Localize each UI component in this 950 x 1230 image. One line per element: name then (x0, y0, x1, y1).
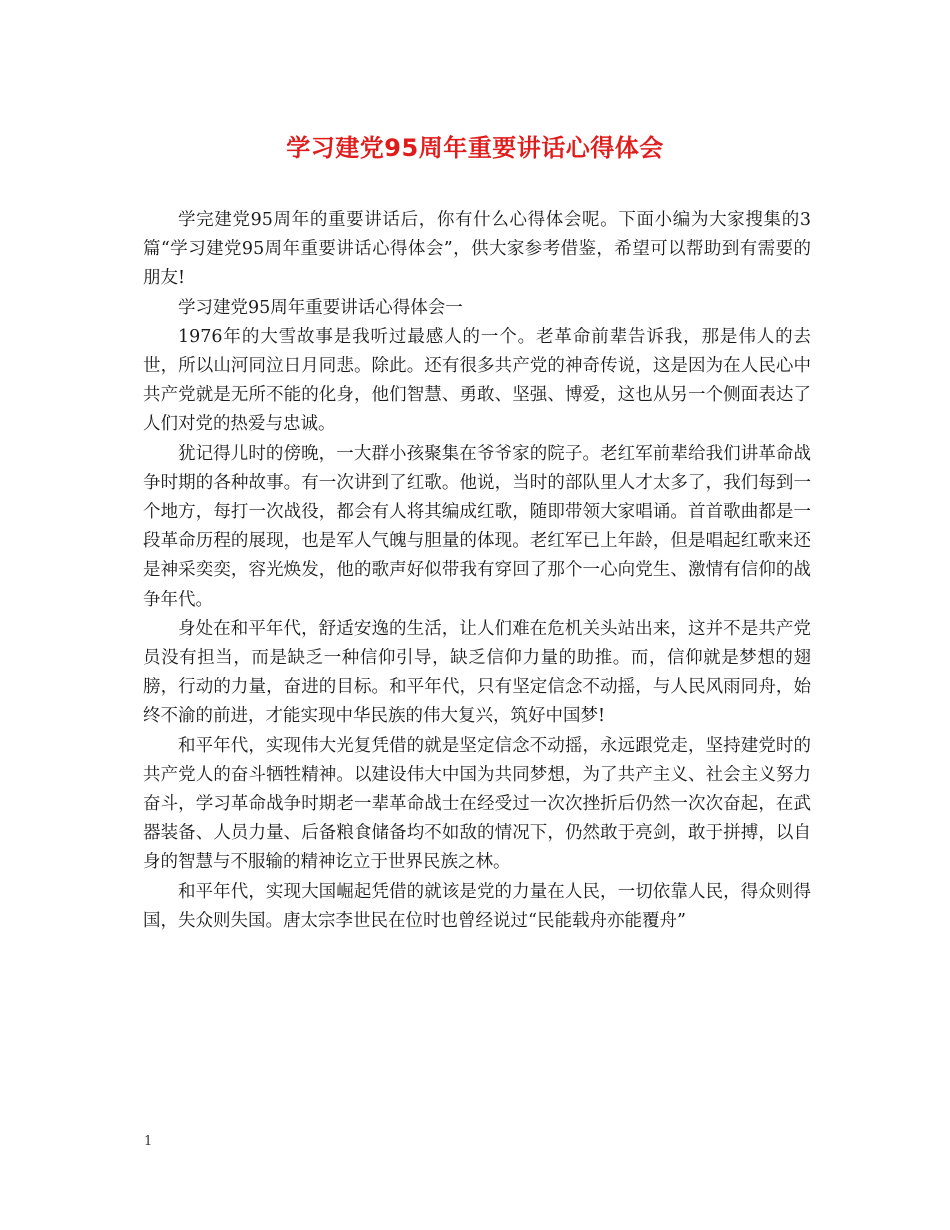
body-paragraph: 和平年代，实现大国崛起凭借的就该是党的力量在人民，一切依靠人民，得众则得国，失众则失国。唐太宗李世民在位时也曾经说过“民能载舟亦能覆舟” (143, 881, 811, 931)
body-paragraph: 身处在和平年代，舒适安逸的生活，让人们难在危机关头站出来，这并不是共产党员没有担当，而是缺乏一种信仰引导，缺乏信仰力量的助推。而，信仰就是梦想的翅膀，行动的力量，奋进的目标。和平年代，只有坚定信念不动摇，与人民风雨同舟，始终不渝的前进，才能实现中华民族的伟大复兴，筑好中国梦! (143, 618, 811, 727)
section-heading: 学习建党95周年重要讲话心得体会一 (178, 297, 463, 318)
intro-paragraph: 学完建党95周年的重要讲话后，你有什么心得体会呢。下面小编为大家搜集的3篇“学习建党95周年重要讲话心得体会”，供大家参考借鉴，希望可以帮助到有需要的朋友! (143, 210, 811, 289)
document-body (143, 206, 811, 936)
page-number: 1 (144, 1134, 153, 1149)
body-paragraph: 犹记得儿时的傍晚，一大群小孩聚集在爷爷家的院子。老红军前辈给我们讲革命战争时期的各种故事。有一次讲到了红歌。他说，当时的部队里人才太多了，我们每到一个地方，每打一次战役，都会有人将其编成红歌，随即带领大家唱诵。首首歌曲都是一段革命历程的展现，也是军人气魄与胆量的体现。老红军已上年龄，但是唱起红歌来还是神采奕奕，容光焕发，他的歌声好似带我有穿回了那个一心向党生、激情有信仰的战争年代。 (143, 443, 811, 610)
body-paragraph: 和平年代，实现伟大光复凭借的就是坚定信念不动摇，永远跟党走，坚持建党时的共产党人的奋斗牺牲精神。以建设伟大中国为共同梦想，为了共产主义、社会主义努力奋斗，学习革命战争时期老一辈革命战士在经受过一次次挫折后仍然一次次奋起，在武器装备、人员力量、后备粮食储备均不如敌的情况下，仍然敢于亮剑，敢于拼搏，以自身的智慧与不服输的精神讫立于世界民族之林。 (143, 735, 811, 873)
body-paragraph: 1976年的大雪故事是我听过最感人的一个。老革命前辈告诉我，那是伟人的去世，所以山河同泣日月同悲。除此。还有很多共产党的神奇传说，这是因为在人民心中共产党就是无所不能的化身，他们智慧、勇敢、坚强、博爱，这也从另一个侧面表达了人们对党的热爱与忠诚。 (143, 326, 811, 435)
document-title: 学习建党95周年重要讲话心得体会 (286, 134, 664, 162)
